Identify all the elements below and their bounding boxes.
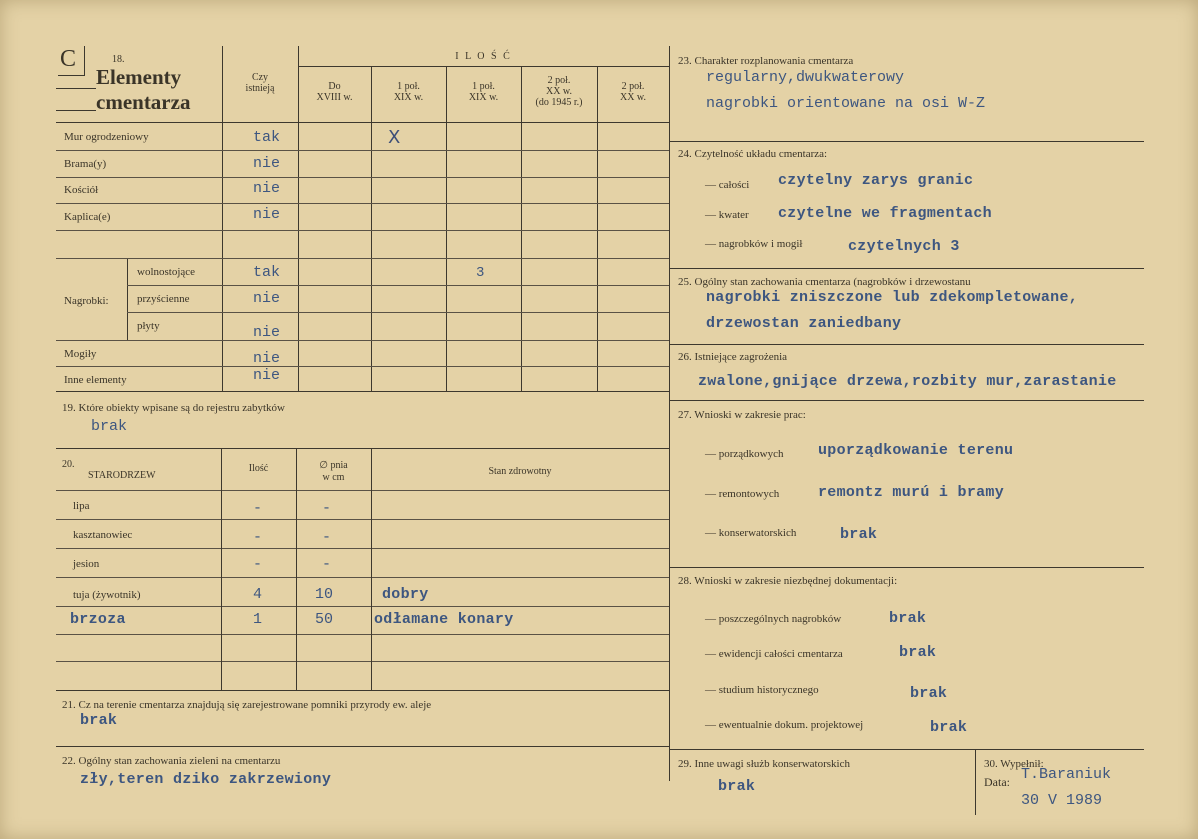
grid-line [56,448,669,449]
grid-line [597,66,598,391]
s24-nagrobkow: czytelnych 3 [848,238,960,255]
grid-line [669,400,1144,401]
s20-col-state: Stan zdrowotny [488,466,552,477]
value-inne: nie [253,367,281,384]
s28-a: brak [889,610,927,627]
grid-line [669,567,1144,568]
s27-kons-label: — konserwatorskich [705,527,797,539]
grid-line [56,690,669,691]
s28-c-label: — studium historycznego [705,684,819,696]
s21-value: brak [80,712,118,729]
tree-name: lipa [73,500,90,512]
value-plyty: nie [253,324,281,341]
s19-value: brak [91,418,128,435]
grid-line [975,749,976,815]
value-wolnostojace: tak [253,264,281,281]
tree-state: dobry [382,586,429,603]
s23-label: 23. Charakter rozplanowania cmentarza [678,55,854,67]
section-letter-bar [84,46,85,76]
tree-diam: 10 [315,586,334,603]
grid-line [127,258,128,340]
tree-qty: 1 [253,611,263,628]
s23-line2: nagrobki orientowane na osi W-Z [706,95,986,112]
period-2-l2: XIX w. [393,92,424,103]
s28-c: brak [910,685,948,702]
s28-b: brak [899,644,937,661]
period-4-l1: 2 poł. [547,75,571,86]
s27-rem: remontz murú i bramy [818,484,1005,501]
mark-mur: X [388,127,401,148]
s20-num: 20. [62,459,75,470]
s26-value: zwalone,gnijące drzewa,rozbity mur,zarastanie [698,373,1117,390]
grid-line [56,746,669,747]
tree-qty: - [253,500,263,517]
value-kaplica: nie [253,206,281,223]
s29-value: brak [718,778,756,795]
s30-filled-by: T.Baraniuk [1021,766,1112,783]
value-mur: tak [253,129,281,146]
grid-line [56,122,669,123]
grid-line [56,606,669,607]
grid-line [669,749,1144,750]
s23-line1: regularny,dwukwaterowy [706,69,905,86]
title-rule [56,88,96,89]
count-wolnostojace: 3 [476,265,485,281]
s21-label: 21. Cz na terenie cmentarza znajdują się zarejestrowane pomniki przyrody ew. aleje [62,699,432,711]
section-letter-underline [58,75,84,76]
s20-col-name: STARODRZEW [88,470,156,481]
tree-name: brzoza [70,611,126,628]
row-label-mur: Mur ogrodzeniowy [64,131,149,143]
s30-label-date: Data: [984,775,1010,789]
s28-a-label: — poszczególnych nagrobków [705,613,842,625]
grid-line [521,66,522,391]
s22-value: zły,teren dziko zakrzewiony [80,771,332,788]
s24-label: 24. Czytelność układu cmentarza: [678,148,828,160]
grid-line [56,577,669,578]
grid-line [298,66,669,67]
period-2-l1: 1 poł. [397,81,420,92]
s24-calosci-label: — całości [705,179,750,191]
s24-kwater: czytelne we fragmentach [778,205,992,222]
s20-col-qty: Ilość [248,463,269,474]
s20-col-diam2: w cm [322,472,345,483]
grid-line [56,366,669,367]
tree-name: jesion [73,558,100,570]
tree-qty: 4 [253,586,263,603]
row-label-wolnostojace: wolnostojące [137,266,196,278]
grid-line [56,391,669,392]
s28-d-label: — ewentualnie dokum. projektowej [705,719,864,731]
s27-porz-label: — porządkowych [705,448,784,460]
grid-line [56,150,669,151]
grid-line [56,519,669,520]
row-label-przyscienne: przyścienne [137,293,190,305]
tree-diam: - [322,556,332,573]
tree-diam: 50 [315,611,334,628]
value-brama: nie [253,155,281,172]
row-label-nagrobki: Nagrobki: [64,295,109,307]
grid-line [669,46,670,781]
grid-line [56,661,669,662]
tree-qty: - [253,556,263,573]
s26-label: 26. Istniejące zagrożenia [678,351,788,363]
grid-line [371,66,372,391]
tree-name: tuja (żywotnik) [73,589,141,601]
grid-line [296,448,297,690]
s30-date: 30 V 1989 [1021,792,1103,809]
section-number: 18. [112,54,125,65]
tree-name: kasztanowiec [73,529,133,541]
s25-label: 25. Ogólny stan zachowania cmentarza (nagrobków i drzewostanu [678,276,971,288]
row-label-kaplica: Kaplica(e) [64,211,111,223]
grid-line [371,448,372,690]
s19-label: 19. Które obiekty wpisane są do rejestru zabytków [62,402,285,414]
col-exists-line1: Czy [251,72,269,83]
value-kosciol: nie [253,180,281,197]
period-5-l1: 2 poł. [621,81,645,92]
ilosc-header: I L O Ś Ć [455,51,512,62]
s28-b-label: — ewidencji całości cmentarza [705,648,843,660]
row-label-inne: Inne elementy [64,374,127,386]
period-4-l3: (do 1945 r.) [535,97,583,108]
s27-kons: brak [840,526,878,543]
s24-calosci: czytelny zarys granic [778,172,974,189]
s27-label: 27. Wnioski w zakresie prac: [678,409,806,421]
s27-porz: uporządkowanie terenu [818,442,1014,459]
grid-line [221,448,222,690]
grid-line [56,177,669,178]
grid-line [127,285,669,286]
s29-label: 29. Inne uwagi służb konserwatorskich [678,758,850,770]
grid-line [56,548,669,549]
s24-nagrobkow-label: — nagrobków i mogił [705,238,803,250]
tree-state: odłamane konary [374,611,514,628]
row-label-plyty: płyty [137,320,160,332]
grid-line [56,258,669,259]
title-line-1: Elementy [96,65,182,89]
s22-label: 22. Ogólny stan zachowania zieleni na cmentarzu [62,755,281,767]
s24-kwater-label: — kwater [705,209,749,221]
s28-d: brak [930,719,968,736]
col-exists-line2: istnieją [245,83,275,94]
section-letter: C [60,46,77,72]
row-label-brama: Brama(y) [64,158,107,170]
grid-line [669,344,1144,345]
grid-line [56,490,669,491]
period-4-l2: XX w. [545,86,572,97]
grid-line [56,634,669,635]
grid-line [56,340,669,341]
grid-line [56,203,669,204]
row-label-kosciol: Kościół [64,184,99,196]
grid-line [669,141,1144,142]
grid-line [669,268,1144,269]
period-3-l2: XIX w. [468,92,499,103]
tree-diam: - [322,529,332,546]
grid-line [56,230,669,231]
s25-line1: nagrobki zniszczone lub zdekompletowane, [706,289,1079,306]
s30-label-filled: 30. Wypełnił: [984,758,1044,770]
s27-rem-label: — remontowych [705,488,780,500]
s25-line2: drzewostan zaniedbany [706,315,902,332]
title-line-2: cmentarza [96,90,191,114]
period-1-l1: Do [328,81,341,92]
period-3-l1: 1 poł. [472,81,495,92]
s28-label: 28. Wnioski w zakresie niezbędnej dokumentacji: [678,575,898,587]
tree-diam: - [322,500,332,517]
period-5-l2: XX w. [619,92,646,103]
grid-line [127,312,669,313]
period-1-l2: XVIII w. [316,92,353,103]
value-przyscienne: nie [253,290,281,307]
s20-col-diam1: ∅ pnia [319,460,348,471]
title-rule [56,110,96,111]
value-mogily: nie [253,350,281,367]
row-label-mogily: Mogiły [64,348,97,360]
tree-qty: - [253,529,263,546]
grid-line [446,66,447,391]
